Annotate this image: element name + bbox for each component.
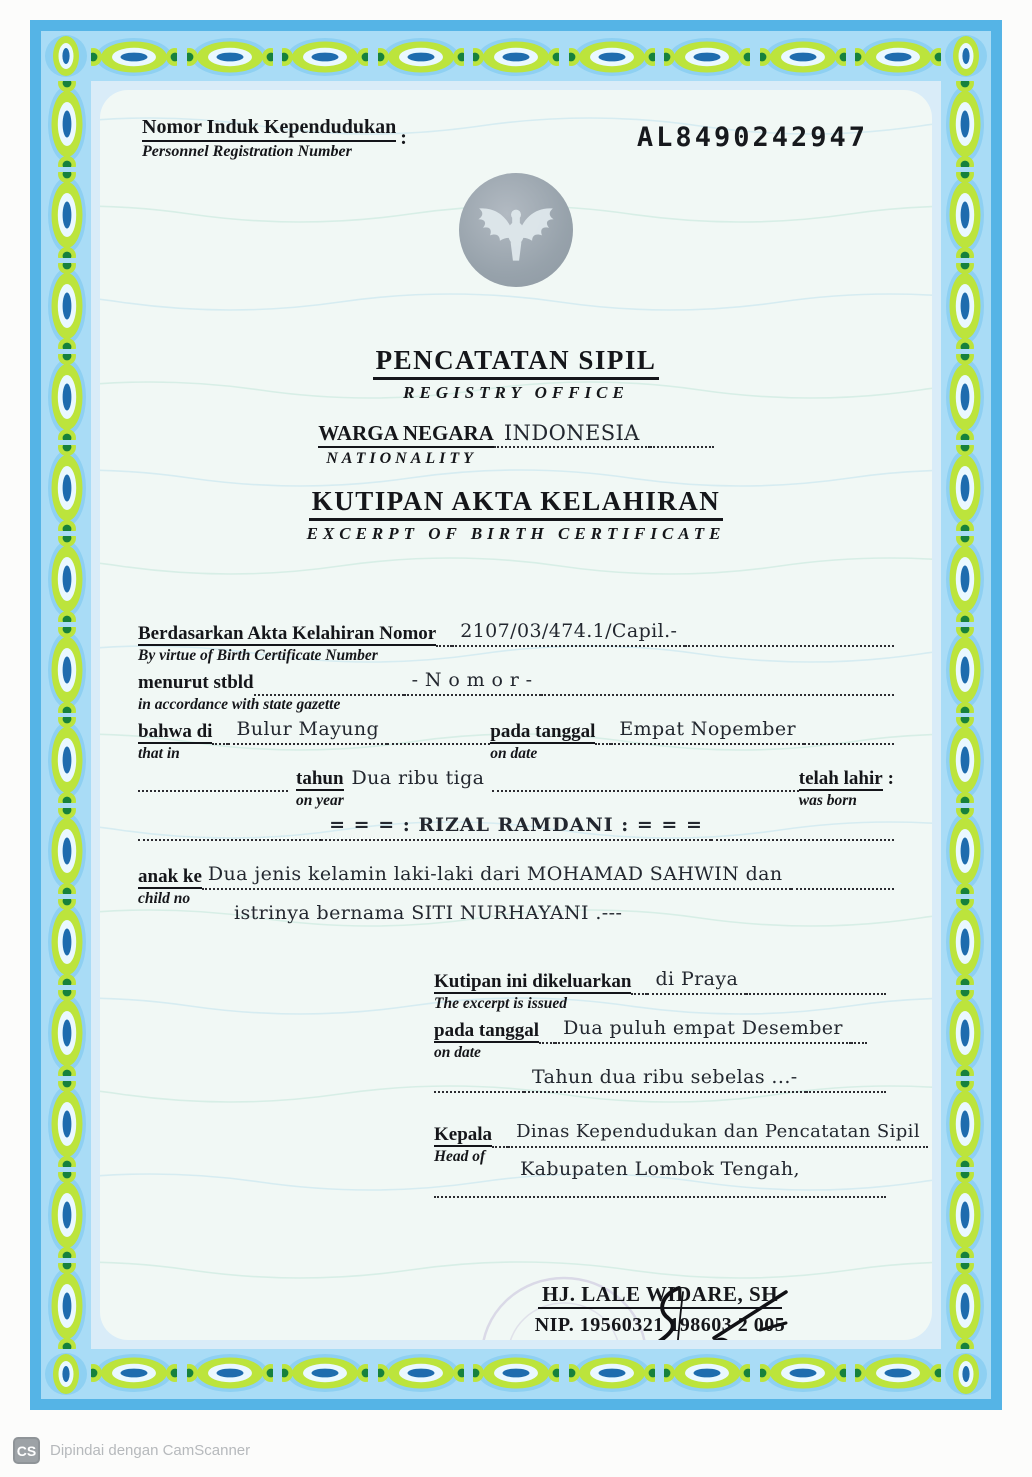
dotted-leader (387, 743, 490, 745)
issued-at-label: Kutipan ini dikeluarkan The excerpt is issued (434, 971, 632, 1012)
certificate-title: KUTIPAN AKTA KELAHIRAN (309, 486, 724, 521)
head-of-office-value: Dinas Kependudukan dan Pencatatan Sipil (508, 1119, 928, 1148)
border-ornament-bottom (91, 1349, 941, 1397)
state-gazette-label: menurut stbld in accordance with state gazette (138, 672, 341, 713)
was-born-colon: : (887, 768, 894, 789)
border-ornament-motif (44, 263, 90, 349)
head-of-office-value2: Kabupaten Lombok Tengah, (520, 1158, 800, 1180)
dotted-leader (595, 743, 611, 745)
child-order-label: anak ke child no (138, 866, 202, 907)
birth-place-date-row (138, 716, 894, 762)
child-name-value: = = = : RIZAL RAMDANI : = = = (321, 812, 711, 841)
birth-place-label: bahwa di that in (138, 721, 213, 762)
border-ornament-motif (91, 1350, 177, 1396)
nationality-sublabel: NATIONALITY (326, 450, 477, 467)
dotted-leader (492, 790, 798, 792)
child-order-row (138, 861, 894, 907)
camscanner-text: Dipindai dengan CamScanner (50, 1442, 251, 1459)
dotted-leader (851, 1042, 867, 1044)
border-ornament-motif (44, 808, 90, 894)
certificate-inner-margin (91, 81, 941, 1349)
border-corner-top-right (941, 31, 991, 81)
dotted-leader (650, 446, 714, 448)
dotted-leader (539, 1042, 555, 1044)
border-ornament-motif (44, 172, 90, 258)
certificate-headings (138, 345, 894, 544)
border-ornament-motif (44, 627, 90, 713)
signature-block (434, 1282, 886, 1340)
signer-name: HJ. LALE WIDARE, SH (434, 1282, 886, 1307)
border-ornament-motif (44, 445, 90, 531)
registration-label-en: Personnel Registration Number (142, 143, 352, 160)
birth-date-value: Empat Nopember (611, 716, 804, 745)
state-gazette-row (138, 667, 894, 713)
border-ornament-motif (187, 34, 273, 80)
signer-nip: NIP. 19560321 198603 2 005 (534, 1314, 786, 1336)
border-ornament-motif (942, 263, 988, 349)
dotted-leader (434, 1091, 524, 1093)
certificate-body (100, 90, 932, 1340)
border-ornament-motif (760, 1350, 846, 1396)
birth-year-value: Dua ribu tiga (351, 767, 485, 789)
border-ornament-motif (942, 808, 988, 894)
issuance-section (434, 966, 920, 1340)
border-ornament-right (941, 81, 989, 1349)
camscanner-icon: CS (13, 1437, 40, 1464)
border-ornament-motif (942, 1172, 988, 1258)
border-ornament-motif (855, 34, 941, 80)
border-ornament-motif (942, 1081, 988, 1167)
state-gazette-value: - N o m o r - (404, 667, 541, 696)
dotted-leader (434, 1196, 886, 1198)
birth-certificate-number-row (138, 618, 894, 664)
border-ornament-motif (569, 34, 655, 80)
border-ornament-motif (378, 1350, 464, 1396)
head-of-office-row (434, 1119, 920, 1165)
border-ornament-top (91, 33, 941, 81)
certificate-subtitle: EXCERPT OF BIRTH CERTIFICATE (306, 524, 726, 543)
border-corner-motif (941, 31, 991, 81)
mother-name-line: istrinya bernama SITI NURHAYANI .--- (234, 902, 623, 924)
registration-number-value: AL8490242947 (636, 122, 868, 153)
child-name-row (138, 812, 894, 841)
border-ornament-motif (942, 627, 988, 713)
border-ornament-motif (664, 1350, 750, 1396)
border-ornament-motif (942, 990, 988, 1076)
birth-place-value: Bulur Mayung (228, 716, 387, 745)
dotted-leader (492, 1146, 508, 1148)
border-ornament-motif (942, 899, 988, 985)
certificate-content (100, 90, 932, 1340)
border-corner-motif (41, 31, 91, 81)
border-ornament-motif (855, 1350, 941, 1396)
office-title: PENCATATAN SIPIL (373, 345, 660, 380)
nationality-value: INDONESIA (494, 421, 650, 448)
birth-year-row (138, 765, 894, 809)
issued-date-row (434, 1015, 886, 1061)
dotted-leader (212, 743, 228, 745)
camscanner-footer (13, 1437, 250, 1464)
registration-number-label (142, 116, 396, 161)
dotted-leader (138, 790, 288, 792)
border-ornament-motif (942, 717, 988, 803)
border-ornament-motif (473, 1350, 559, 1396)
border-ornament-motif (44, 990, 90, 1076)
border-ornament-left (43, 81, 91, 1349)
registration-number-row (142, 116, 890, 161)
nationality-label: WARGA NEGARA (318, 421, 494, 448)
dotted-leader (791, 888, 894, 890)
border-ornament-motif (664, 34, 750, 80)
dotted-leader (804, 743, 894, 745)
border-ornament-motif (44, 536, 90, 622)
border-ornament-motif (942, 1263, 988, 1349)
border-ornament-motif (44, 899, 90, 985)
border-ornament-motif (44, 1263, 90, 1349)
head-of-office-label: Kepala Head of (434, 1124, 493, 1165)
birth-certificate-number-value: 2107/03/474.1/Capil.- (452, 618, 685, 647)
dotted-leader (685, 645, 894, 647)
issued-at-value: di Praya (647, 966, 746, 995)
certificate-document (30, 20, 1002, 1410)
was-born-label: telah lahir was born (798, 768, 883, 809)
birth-year-label: tahun on year (296, 768, 344, 809)
border-ornament-motif (282, 1350, 368, 1396)
birth-certificate-number-label: Berdasarkan Akta Kelahiran Nomor By virtue of Birth Certificate Number (138, 623, 437, 664)
issued-date-value: Dua puluh empat Desember (555, 1015, 851, 1044)
border-ornament-motif (44, 354, 90, 440)
dotted-leader (436, 645, 452, 647)
border-ornament-motif (44, 717, 90, 803)
border-corner-motif (941, 1349, 991, 1399)
office-subtitle: REGISTRY OFFICE (403, 383, 629, 402)
border-ornament-motif (44, 1172, 90, 1258)
registration-label-id: Nomor Induk Kependudukan (142, 116, 396, 142)
birth-date-label: pada tanggal on date (490, 721, 596, 762)
border-ornament-motif (91, 34, 177, 80)
dotted-leader (806, 1091, 886, 1093)
garuda-emblem-icon (459, 173, 573, 287)
border-corner-bottom-left (41, 1349, 91, 1399)
dotted-leader (631, 993, 647, 995)
border-ornament-motif (44, 81, 90, 167)
border-ornament-motif (473, 34, 559, 80)
border-ornament-motif (44, 1081, 90, 1167)
border-corner-bottom-right (941, 1349, 991, 1399)
border-ornament-motif (187, 1350, 273, 1396)
border-ornament-motif (942, 81, 988, 167)
border-ornament-motif (378, 34, 464, 80)
border-ornament-motif (942, 172, 988, 258)
border-ornament-motif (942, 536, 988, 622)
child-order-value: Dua jenis kelamin laki-laki dari MOHAMAD SAHWIN dan (202, 861, 791, 890)
dotted-leader (541, 694, 895, 696)
nationality-block (318, 421, 714, 468)
border-ornament-motif (282, 34, 368, 80)
border-ornament-motif (942, 445, 988, 531)
dotted-leader (711, 839, 894, 841)
dotted-leader (138, 839, 321, 841)
border-corner-top-left (41, 31, 91, 81)
border-ornament-frame (41, 31, 991, 1399)
border-ornament-motif (569, 1350, 655, 1396)
issued-year-row (434, 1064, 886, 1093)
border-corner-motif (41, 1349, 91, 1399)
border-ornament-motif (760, 34, 846, 80)
dotted-leader (746, 993, 886, 995)
border-ornament-motif (942, 354, 988, 440)
issued-at-row (434, 966, 886, 1012)
issued-year-value: Tahun dua ribu sebelas ...- (524, 1064, 806, 1093)
certificate-fields (138, 618, 894, 926)
registration-colon: : (400, 127, 407, 149)
issued-date-label: pada tanggal on date (434, 1020, 540, 1061)
